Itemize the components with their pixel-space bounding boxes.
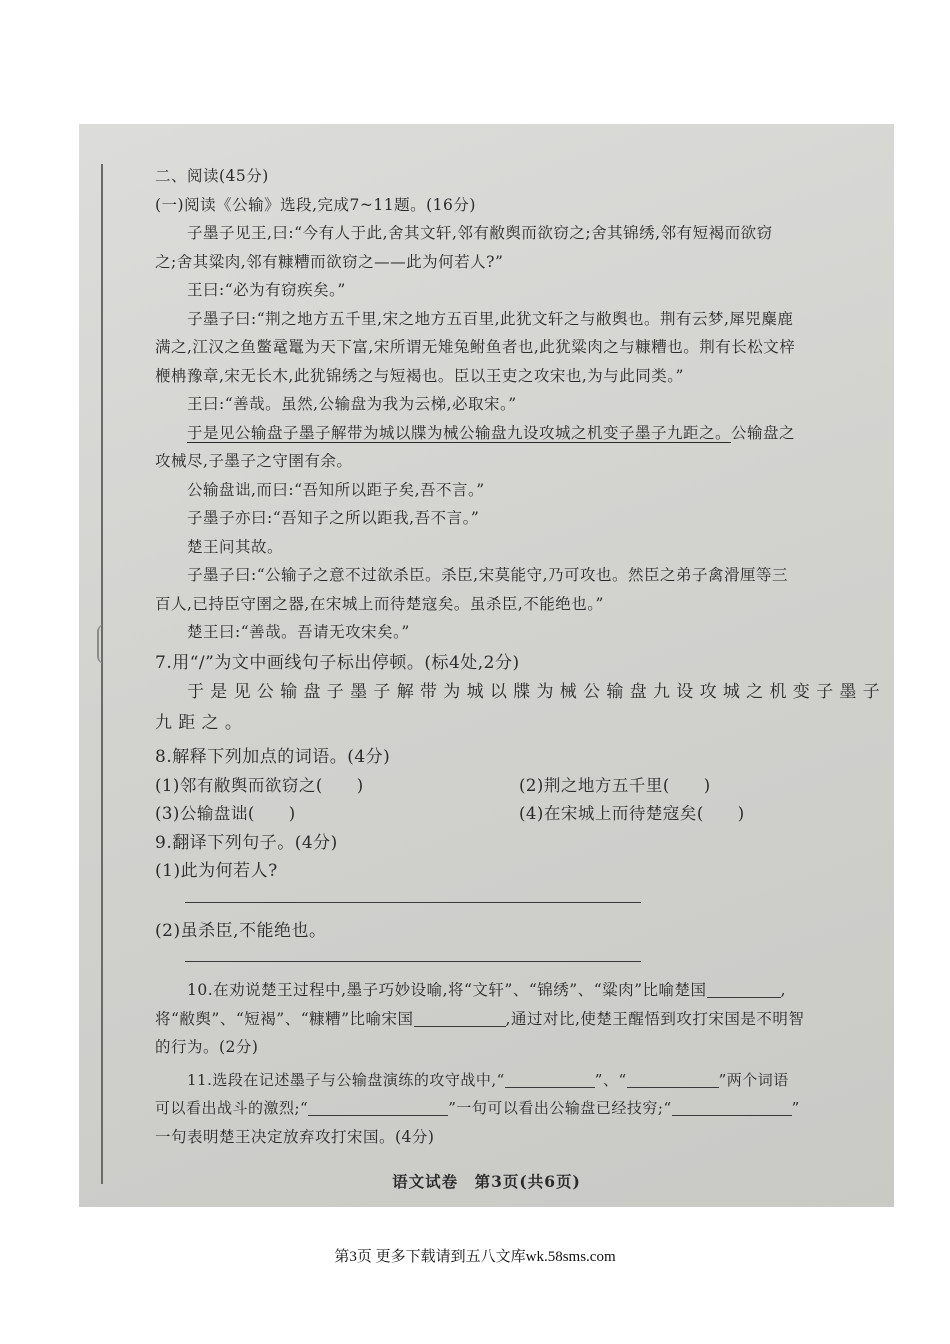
passage-part-2 (155, 447, 841, 647)
q9-sentence-2: (2)虽杀臣,不能绝也。 (155, 920, 327, 941)
q11-blank-2[interactable] (627, 1069, 719, 1088)
q11-line-1: 11.选段在记述墨子与公输盘演练的攻守战中,“ ”、“ ”两个词语 (187, 1070, 789, 1089)
q8-row-1 (155, 772, 841, 801)
q10-line-3: 的行为。(2分) (155, 1038, 259, 1056)
q10-line-2: 将“敝舆”、“短褐”、“糠糟”比喻宋国 ,通过对比,使楚王醒悟到攻打宋国是不明智 (155, 1009, 805, 1028)
q11-blank-1[interactable] (505, 1069, 595, 1088)
binding-margin-line (101, 164, 103, 1184)
passage-1-line: 之;舍其粱肉,邻有糠糟而欲窃之——此为何若人?” (155, 252, 504, 271)
passage-1-line: 王曰:“善哉。虽然,公输盘为我为云梯,必取宋。” (187, 395, 517, 413)
section-title: 二、阅读(45分) (155, 167, 269, 185)
passage-part-1 (155, 219, 841, 419)
q8-item-3: (3)公输盘诎( ) (155, 804, 296, 823)
q10-line-1: 10.在劝说楚王过程中,墨子巧妙设喻,将“文轩”、“锦绣”、“粱肉”比喻楚国 , (187, 981, 786, 999)
passage-1-line: 王曰:“必为有窃疾矣。” (187, 281, 346, 299)
q8-item-1: (1)邻有敝舆而欲窃之( ) (155, 775, 364, 795)
page-fold-mark (97, 624, 109, 664)
q11-line-2: 可以看出战斗的激烈;“ ”一句可以看出公输盘已经技穷;“ ” (155, 1099, 800, 1117)
q7-sentence-line1: 于是见公输盘子墨子解带为城以牒为械公输盘九设攻城之机变子墨子 (187, 682, 886, 702)
passage-2-line: 楚王曰:“善哉。吾请无攻宋矣。” (187, 623, 410, 641)
underlined-tail: 公输盘之 (731, 423, 796, 442)
exam-page-footer: 语文试卷 第3页(共6页) (392, 1172, 581, 1191)
q8-row-2 (155, 800, 841, 829)
passage-1-line: 满之,江汉之鱼鳖鼋鼍为天下富,宋所谓无雉兔鲋鱼者也,此犹粱肉之与糠糟也。荆有长松文梓 (155, 338, 796, 356)
q9-answer-line-2[interactable] (185, 945, 641, 962)
passage-2-line: 子墨子曰:“公输子之意不过欲杀臣。杀臣,宋莫能守,乃可攻也。然臣之弟子禽滑厘等三 (187, 566, 789, 584)
sub-title: (一)阅读《公输》选段,完成7~11题。(16分) (155, 195, 476, 214)
q11-blank-3[interactable] (308, 1097, 448, 1116)
passage-1-line: 子墨子见王,曰:“今有人于此,舍其文轩,邻有敝舆而欲窃之;舍其锦绣,邻有短褐而欲窃 (187, 224, 773, 242)
q9-stem: 9.翻译下列句子。(4分) (155, 832, 338, 853)
q8-stem: 8.解释下列加点的词语。(4分) (155, 747, 391, 767)
passage-2-line: 攻械尽,子墨子之守圉有余。 (155, 452, 353, 470)
q11-line-3: 一句表明楚王决定放弃攻打宋国。(4分) (155, 1127, 435, 1146)
passage-1-line: 楩柟豫章,宋无长木,此犹锦绣之与短褐也。臣以王吏之攻宋也,为与此同类。” (155, 366, 684, 385)
passage-2-line: 百人,已持臣守圉之器,在宋城上而待楚寇矣。虽杀臣,不能绝也。” (155, 594, 604, 613)
underlined-sentence: 于是见公输盘子墨子解带为城以牒为械公输盘九设攻城之机变子墨子九距之。 (187, 423, 732, 442)
document-footer: 第3页 更多下载请到五八文库wk.58sms.com (334, 1249, 616, 1265)
exam-content (155, 162, 886, 1151)
q10-blank-1[interactable] (707, 979, 781, 998)
q8-item-2: (2)荆之地方五千里( ) (519, 775, 711, 795)
q10-blank-2[interactable] (414, 1008, 506, 1027)
q11-blank-4[interactable] (672, 1097, 792, 1116)
passage-2-line: 公输盘诎,而曰:“吾知所以距子矣,吾不言。” (187, 480, 485, 499)
q7-sentence-line2: 九距之。 (155, 713, 249, 733)
passage-2-line: 楚王问其故。 (187, 537, 284, 556)
q9-sentence-1: (1)此为何若人? (155, 861, 278, 881)
q7-stem: 7.用“/”为文中画线句子标出停顿。(标4处,2分) (155, 652, 520, 673)
q9-answer-line-1[interactable] (185, 886, 641, 903)
scanned-exam-page (79, 124, 894, 1207)
q8-item-4: (4)在宋城上而待楚寇矣( ) (519, 804, 745, 823)
passage-2-line: 子墨子亦曰:“吾知子之所以距我,吾不言。” (187, 509, 480, 527)
passage-1-line: 子墨子曰:“荆之地方五千里,宋之地方五百里,此犹文轩之与敝舆也。荆有云梦,犀兕麋鹿 (187, 309, 794, 328)
underlined-sentence-line (155, 419, 841, 448)
